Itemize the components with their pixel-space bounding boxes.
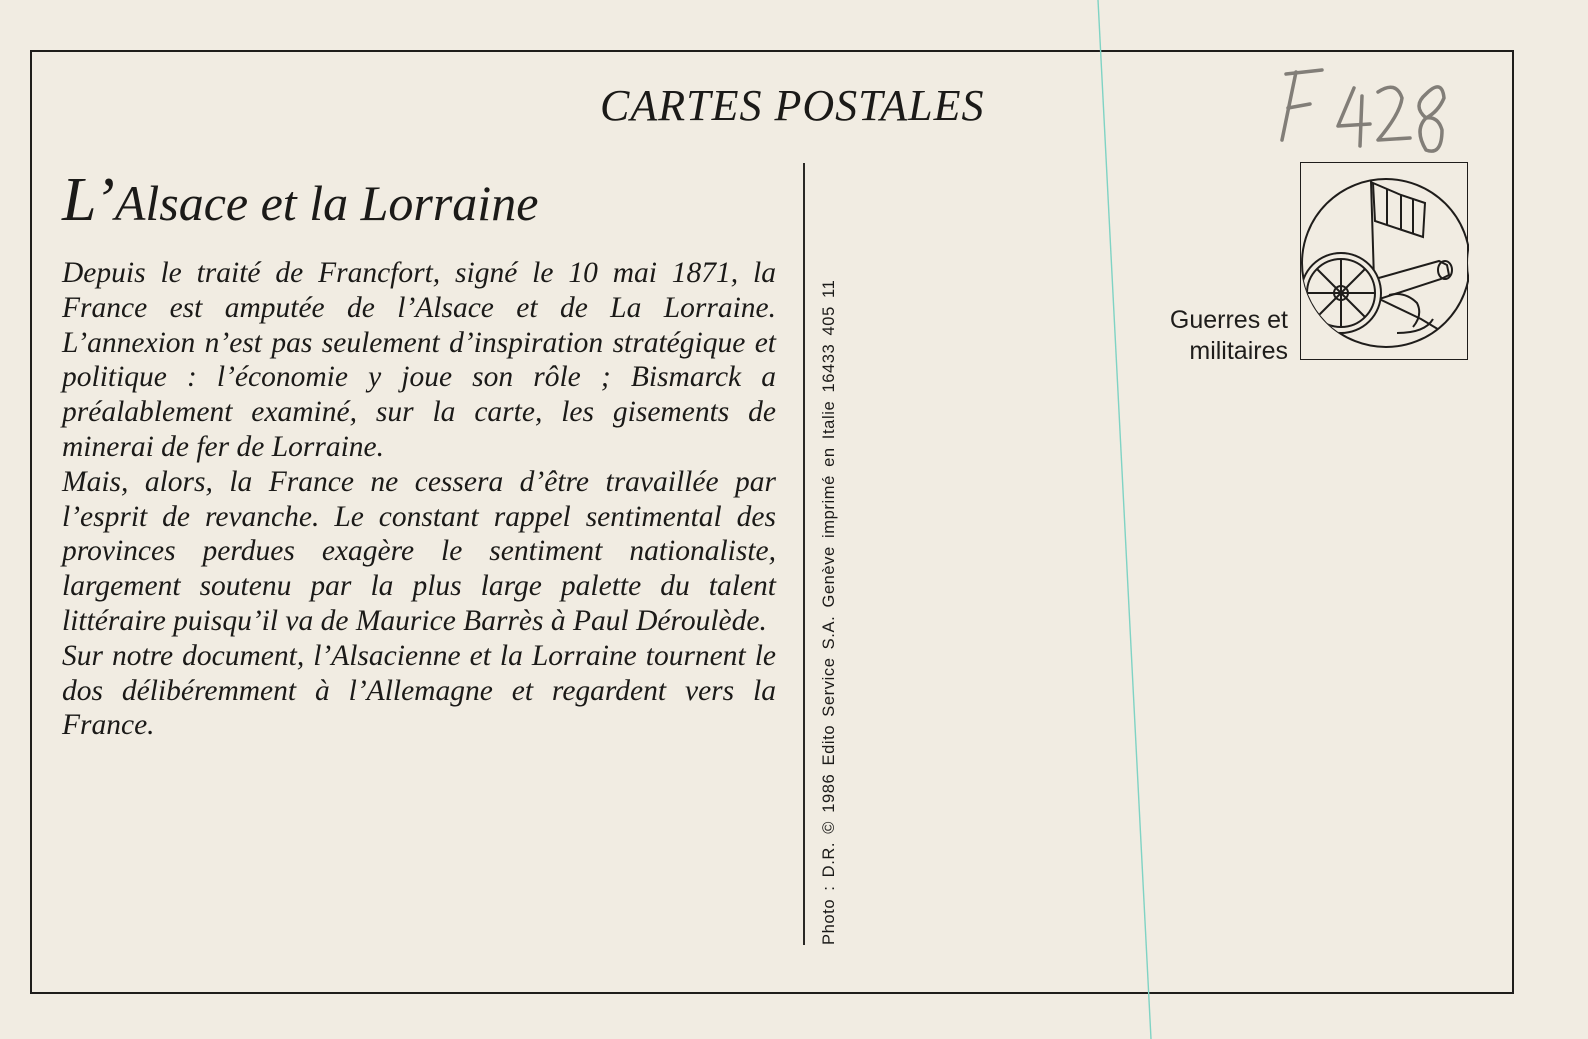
paragraph-1: Depuis le traité de Francfort, signé le 10 mai 1871, la France est amputée de l’Alsace et de La Lorraine. L’annexion n’est pas seulement d’inspiration stratégique et politique : l’économie y joue son rôle ; Bismarck a préalablement examiné, sur la carte, les gisements de minerai de fer de Lorraine. [62,257,776,463]
collection-label-line2: militaires [1189,337,1288,365]
article-body [62,256,776,743]
title-initial: L’ [62,166,115,234]
paragraph-2: Mais, alors, la France ne cessera d’être travaillée par l’esprit de revanche. Le constant rappel sentimental des provinces perdues exagère le sentiment nationaliste, largement soutenu par la plus large palette du talent littéraire puisqu’il va de Maurice Barrès à Paul Déroulède. [62,465,776,637]
photo-credit: Photo : D.R. © 1986 Edito Service S.A. Genève imprimé en Italie 16433 405 11 [820,279,838,945]
handwritten-code-f428 [1278,62,1458,162]
page-title [62,165,538,236]
collection-label [1170,305,1288,367]
collection-label-line1: Guerres et [1169,306,1288,334]
header-title: CARTES POSTALES [600,81,985,130]
paragraph-3: Sur notre document, l’Alsacienne et la Lorraine tournent le dos délibéremment à l’Allemagne et regardent vers la France. [62,639,776,742]
divider-line [803,163,805,945]
title-rest: Alsace et la Lorraine [114,175,539,231]
collection-badge [1300,162,1468,360]
cannon-flag-icon [1301,163,1469,361]
